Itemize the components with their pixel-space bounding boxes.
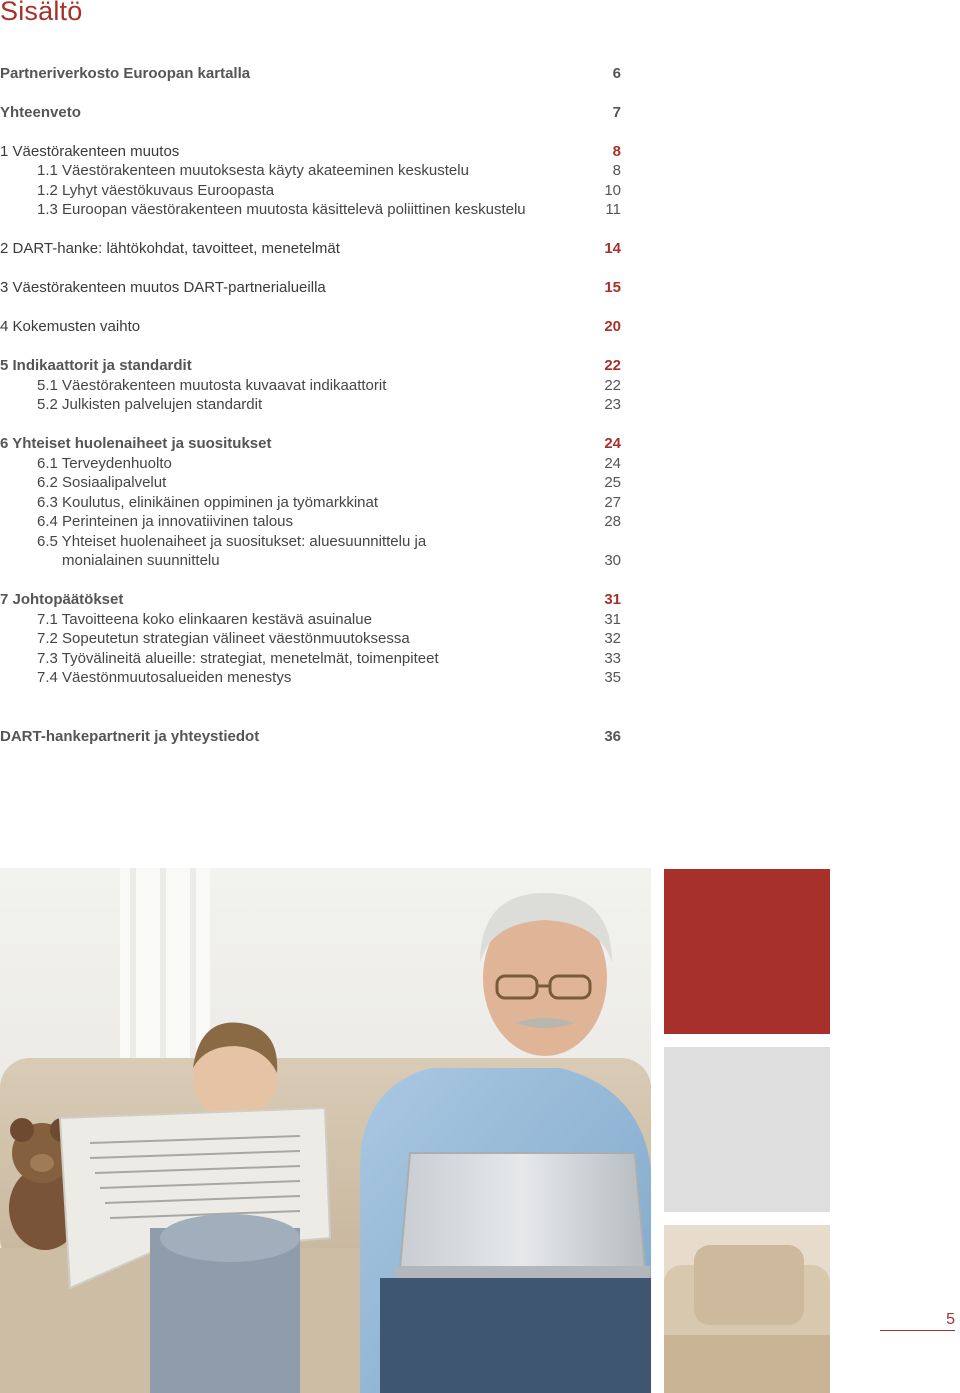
toc-entry-chapter-1[interactable] (0, 142, 621, 162)
toc-entry-6-2[interactable] (0, 473, 621, 493)
toc-page: 31 (604, 611, 621, 628)
toc-entry-partners-map[interactable] (0, 64, 621, 84)
toc-page: 28 (604, 513, 621, 530)
toc-page: 32 (604, 630, 621, 647)
toc-page: 14 (604, 240, 621, 257)
toc-entry-chapter-5[interactable] (0, 356, 621, 376)
toc-page: 6 (612, 65, 621, 82)
toc-entry-chapter-3[interactable] (0, 278, 621, 298)
photo-sofa-detail (664, 1225, 830, 1393)
toc-page: 10 (604, 182, 621, 199)
toc-page: 23 (604, 396, 621, 413)
toc-label: 1.1 Väestörakenteen muutoksesta käyty akateeminen keskustelu (37, 162, 469, 179)
toc-label: 1.2 Lyhyt väestökuvaus Euroopasta (37, 182, 275, 199)
toc-page: 36 (604, 728, 621, 745)
toc-entry-6-5-continued[interactable] (0, 551, 621, 571)
toc-page: 20 (604, 318, 621, 335)
toc-page: 35 (604, 669, 621, 686)
toc-label: 5 Indikaattorit ja standardit (0, 357, 192, 374)
toc-page: 24 (604, 455, 621, 472)
toc-label: 7.1 Tavoitteena koko elinkaaren kestävä asuinalue (37, 611, 372, 628)
toc-label: 4 Kokemusten vaihto (0, 318, 141, 335)
toc-label: 6.1 Terveydenhuolto (37, 455, 172, 472)
toc-page: 33 (604, 650, 621, 667)
toc-label: 6.2 Sosiaalipalvelut (37, 474, 167, 491)
toc-entry-5-1[interactable] (0, 376, 621, 396)
page-number: 5 (880, 1310, 955, 1331)
toc-entry-7-2[interactable] (0, 629, 621, 649)
toc-page: 22 (604, 377, 621, 394)
toc-entry-5-2[interactable] (0, 395, 621, 415)
toc-entry-7-4[interactable] (0, 668, 621, 688)
toc-page: 27 (604, 494, 621, 511)
toc-label: 5.2 Julkisten palvelujen standardit (37, 396, 263, 413)
toc-label: 7 Johtopäätökset (0, 591, 124, 608)
toc-page: 31 (604, 591, 621, 608)
toc-entry-6-4[interactable] (0, 512, 621, 532)
toc-page: 15 (604, 279, 621, 296)
toc-label: 2 DART-hanke: lähtökohdat, tavoitteet, menetelmät (0, 240, 340, 257)
toc-label: 6.4 Perinteinen ja innovatiivinen talous (37, 513, 294, 530)
toc-page: 7 (612, 104, 621, 121)
toc-label: 1 Väestörakenteen muutos (0, 143, 180, 160)
toc-label: Partneriverkosto Euroopan kartalla (0, 65, 251, 82)
toc-entry-partners-contacts[interactable] (0, 727, 621, 747)
toc-entry-6-3[interactable] (0, 493, 621, 513)
toc-label: 6.5 Yhteiset huolenaiheet ja suositukset: aluesuunnittelu ja (37, 533, 427, 550)
toc-label: 6 Yhteiset huolenaiheet ja suositukset (0, 435, 272, 452)
toc-page: 24 (604, 435, 621, 452)
toc-label: 6.3 Koulutus, elinikäinen oppiminen ja työmarkkinat (37, 494, 379, 511)
toc-entry-6-5[interactable] (0, 532, 621, 552)
toc-entry-1-3[interactable] (0, 200, 621, 220)
toc-page: 22 (604, 357, 621, 374)
toc-page: 8 (612, 162, 621, 179)
toc-label: 7.4 Väestönmuutosalueiden menestys (37, 669, 292, 686)
toc-entry-7-3[interactable] (0, 649, 621, 669)
toc-label: 7.2 Sopeutetun strategian välineet väestönmuutoksessa (37, 630, 410, 647)
toc-entry-6-1[interactable] (0, 454, 621, 474)
toc-page: 25 (604, 474, 621, 491)
photo-grandfather-and-boy (0, 868, 651, 1393)
toc-label: monialainen suunnittelu (62, 552, 220, 569)
toc-label: 3 Väestörakenteen muutos DART-partnerialueilla (0, 279, 326, 296)
toc-entry-1-2[interactable] (0, 181, 621, 201)
toc-label: Yhteenveto (0, 104, 81, 121)
page-title: Sisältö (0, 0, 83, 26)
toc-page: 8 (612, 143, 621, 160)
decorative-gray-square (664, 1047, 830, 1212)
toc-label: 7.3 Työvälineitä alueille: strategiat, menetelmät, toimenpiteet (37, 650, 439, 667)
toc-entry-chapter-2[interactable] (0, 239, 621, 259)
decorative-red-square (664, 869, 830, 1034)
toc-entry-chapter-6[interactable] (0, 434, 621, 454)
toc-page: 11 (605, 201, 621, 218)
toc-entry-chapter-4[interactable] (0, 317, 621, 337)
toc-label: 5.1 Väestörakenteen muutosta kuvaavat indikaattorit (37, 377, 387, 394)
toc-label: 1.3 Euroopan väestörakenteen muutosta käsittelevä poliittinen keskustelu (37, 201, 526, 218)
toc-label: DART-hankepartnerit ja yhteystiedot (0, 728, 260, 745)
toc-page: 30 (604, 552, 621, 569)
toc-entry-summary[interactable] (0, 103, 621, 123)
toc-entry-chapter-7[interactable] (0, 590, 621, 610)
toc-entry-1-1[interactable] (0, 161, 621, 181)
toc-entry-7-1[interactable] (0, 610, 621, 630)
